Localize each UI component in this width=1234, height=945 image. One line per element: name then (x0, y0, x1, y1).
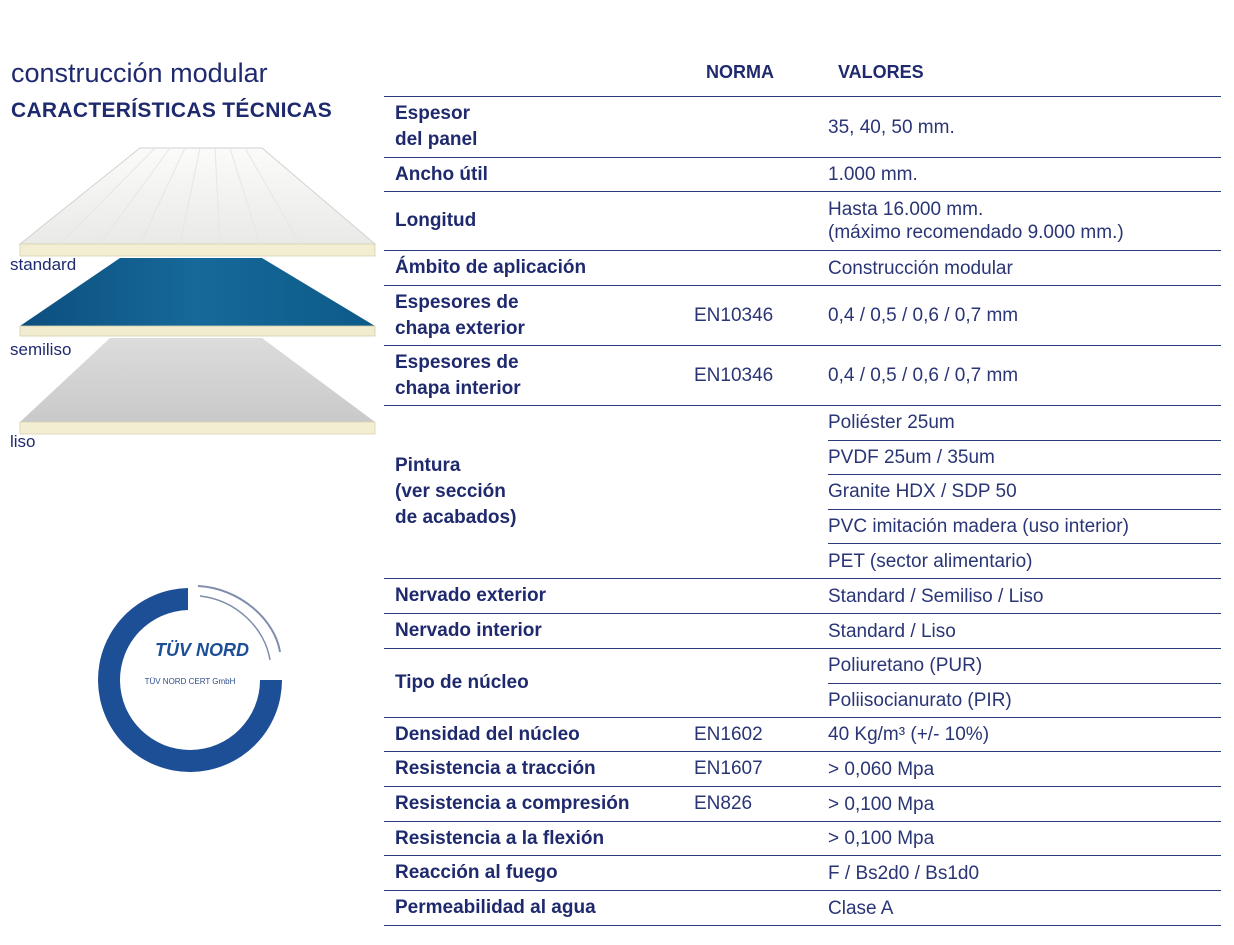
row-norma: EN826 (694, 793, 753, 814)
value-line: Clase A (828, 897, 894, 919)
table-row (384, 649, 1221, 718)
table-row (384, 787, 1221, 822)
value-cell (828, 649, 1221, 683)
row-norma (694, 649, 828, 717)
table-row (384, 192, 1221, 251)
value-cell (828, 286, 1221, 345)
table-row (384, 97, 1221, 158)
logo-iso-text: ISO 9001 (147, 714, 233, 747)
row-label-line: Resistencia a compresión (395, 793, 630, 814)
row-label-line: Reacción al fuego (395, 862, 558, 883)
row-values (828, 97, 1221, 157)
table-row (384, 752, 1221, 787)
value-cell (828, 543, 1221, 578)
row-values (828, 856, 1221, 890)
table-row (384, 856, 1221, 891)
row-label-line: (ver sección (395, 481, 506, 502)
value-line: Poliisocianurato (PIR) (828, 689, 1012, 711)
row-values (828, 752, 1221, 786)
value-cell (828, 787, 1221, 821)
value-cell (828, 251, 1221, 285)
row-label (384, 97, 694, 157)
row-values (828, 787, 1221, 821)
row-norma (694, 891, 828, 925)
table-row (384, 891, 1221, 926)
value-line: Hasta 16.000 mm. (828, 199, 984, 220)
row-norma (694, 856, 828, 890)
row-norma: EN10346 (694, 364, 774, 386)
value-line: Poliéster 25um (828, 412, 955, 434)
row-label-line: Tipo de núcleo (395, 672, 529, 693)
row-label (384, 752, 694, 786)
row-label (384, 822, 694, 855)
row-label (384, 718, 694, 751)
row-label (384, 891, 694, 925)
spec-table (384, 96, 1221, 926)
value-line: 1.000 mm. (828, 164, 918, 185)
panel-label-semiliso: semiliso (10, 340, 72, 359)
row-norma (694, 158, 828, 191)
row-values (828, 718, 1221, 751)
row-label-line: Espesores de (395, 291, 519, 313)
value-cell (828, 509, 1221, 544)
row-values (828, 649, 1221, 717)
row-label-line: chapa exterior (395, 317, 525, 339)
row-values (828, 822, 1221, 855)
row-norma (694, 251, 828, 285)
panel-illustration (0, 140, 380, 440)
row-norma (694, 406, 828, 578)
logo-cert: TÜV NORD CERT GmbH (144, 677, 236, 686)
row-label (384, 787, 694, 821)
value-cell (828, 97, 1221, 157)
row-label (384, 192, 694, 250)
value-line: PET (sector alimentario) (828, 550, 1033, 572)
value-line: > 0,060 Mpa (828, 758, 935, 780)
row-label (384, 346, 694, 405)
row-values (828, 891, 1221, 925)
table-row (384, 614, 1221, 649)
row-label (384, 856, 694, 890)
value-line: 40 Kg/m³ (+/- 10%) (828, 724, 990, 745)
value-cell (828, 406, 1221, 440)
value-cell (828, 579, 1221, 613)
value-line: 0,4 / 0,5 / 0,6 / 0,7 mm (828, 365, 1019, 386)
row-values (828, 251, 1221, 285)
row-norma: EN10346 (694, 304, 774, 326)
row-label-line: del panel (395, 129, 478, 150)
row-values (828, 579, 1221, 613)
row-label-line: Ancho útil (395, 163, 488, 185)
value-line: (máximo recomendado 9.000 mm.) (828, 222, 1124, 243)
tuv-nord-iso-logo (90, 580, 290, 780)
row-label-line: Nervado interior (395, 620, 542, 641)
table-row (384, 579, 1221, 614)
row-norma (694, 192, 828, 250)
row-values (828, 286, 1221, 345)
value-line: Granite HDX / SDP 50 (828, 481, 1017, 503)
logo-iso (148, 714, 233, 747)
column-header-norma: NORMA (706, 62, 774, 82)
row-values (828, 158, 1221, 191)
row-norma (694, 614, 828, 648)
row-label-line: Longitud (395, 210, 477, 231)
value-line: > 0,100 Mpa (828, 828, 935, 849)
row-label-line: Resistencia a tracción (395, 758, 596, 779)
page-title: construcción modular (11, 58, 268, 88)
row-label (384, 158, 694, 191)
value-line: Standard / Semiliso / Liso (828, 585, 1044, 607)
table-row (384, 406, 1221, 579)
logo-brand: TÜV NORD (155, 640, 249, 660)
value-line: > 0,100 Mpa (828, 793, 935, 815)
row-label-line: Espesores de (395, 351, 519, 373)
table-row (384, 822, 1221, 856)
panel-liso (20, 338, 375, 434)
row-label (384, 614, 694, 648)
value-cell (828, 614, 1221, 648)
table-row (384, 346, 1221, 406)
value-line: 0,4 / 0,5 / 0,6 / 0,7 mm (828, 305, 1019, 326)
row-label-line: de acabados) (395, 507, 517, 528)
row-norma (694, 822, 828, 855)
row-values (828, 614, 1221, 648)
row-label (384, 579, 694, 613)
row-values (828, 346, 1221, 405)
value-cell (828, 158, 1221, 191)
value-cell (828, 822, 1221, 855)
row-label-line: Espesor (395, 103, 470, 124)
row-label-line: chapa interior (395, 377, 521, 399)
value-cell (828, 346, 1221, 405)
row-label-line: Densidad del núcleo (395, 723, 580, 745)
row-label (384, 406, 694, 578)
row-label (384, 251, 694, 285)
table-row (384, 158, 1221, 192)
row-label-line: Pintura (395, 455, 461, 476)
row-values (828, 406, 1221, 578)
value-cell (828, 718, 1221, 751)
row-label (384, 649, 694, 717)
table-row (384, 286, 1221, 346)
value-cell (828, 440, 1221, 475)
row-norma (694, 579, 828, 613)
section-subtitle: CARACTERÍSTICAS TÉCNICAS (11, 99, 333, 122)
value-cell (828, 891, 1221, 925)
panel-label-liso: liso (10, 432, 36, 451)
value-line: F / Bs2d0 / Bs1d0 (828, 862, 980, 884)
row-label (384, 286, 694, 345)
value-line: Construcción modular (828, 257, 1013, 279)
panel-standard (20, 148, 375, 256)
value-line: PVDF 25um / 35um (828, 446, 995, 468)
value-cell (828, 856, 1221, 890)
panel-label-standard: standard (10, 255, 77, 274)
value-line: Standard / Liso (828, 620, 956, 642)
table-row (384, 718, 1221, 752)
row-norma: EN1607 (694, 758, 763, 779)
row-label-line: Resistencia a la flexión (395, 827, 605, 849)
value-line: PVC imitación madera (uso interior) (828, 516, 1129, 538)
row-norma: EN1602 (694, 723, 763, 745)
row-label-line: Nervado exterior (395, 585, 547, 606)
table-row (384, 251, 1221, 286)
row-label-line: Ámbito de aplicación (395, 257, 587, 278)
value-cell (828, 752, 1221, 786)
value-line: 35, 40, 50 mm. (828, 116, 955, 138)
row-label-line: Permeabilidad al agua (395, 897, 596, 918)
value-cell (828, 683, 1221, 718)
row-norma (694, 97, 828, 157)
value-line: Poliuretano (PUR) (828, 655, 983, 677)
column-header-valores: VALORES (838, 62, 924, 82)
value-cell (828, 474, 1221, 509)
value-cell (828, 192, 1221, 250)
row-values (828, 192, 1221, 250)
